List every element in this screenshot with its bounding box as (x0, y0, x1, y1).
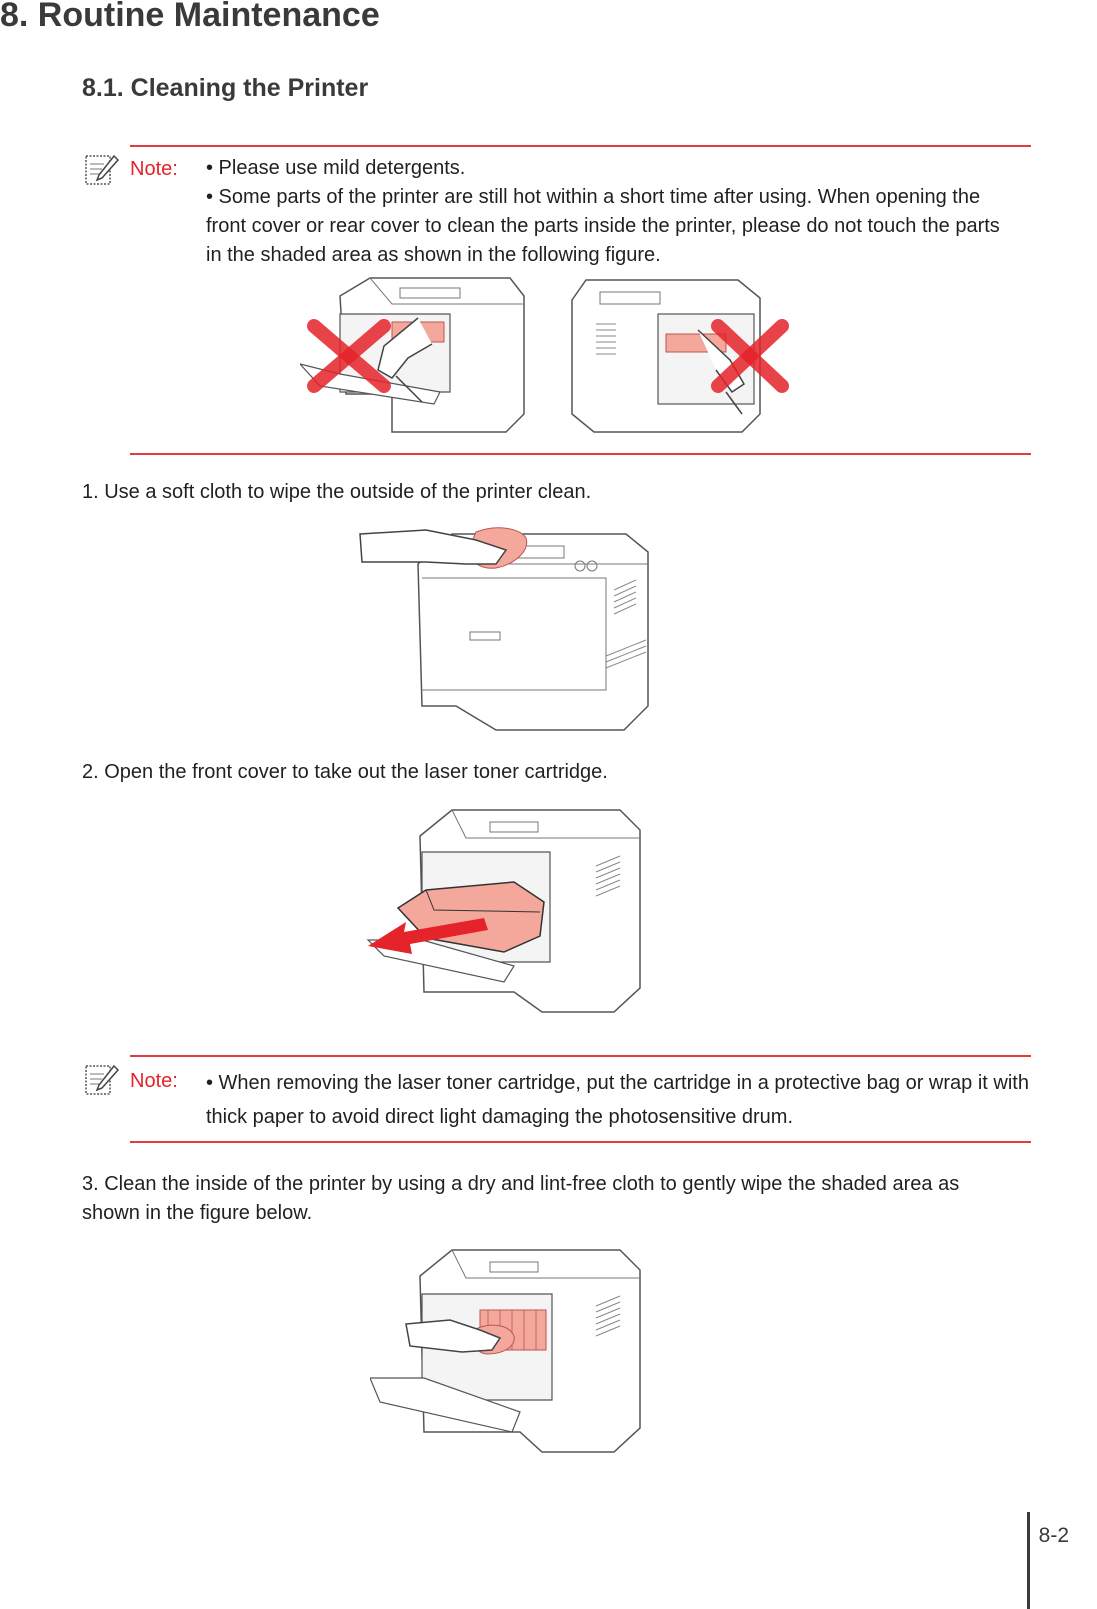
step-2-text: 2. Open the front cover to take out the laser toner cartridge. (82, 761, 608, 783)
page-number: 8-2 (1038, 1524, 1069, 1547)
printer-remove-cartridge-figure (364, 806, 660, 1016)
step-1-text: 1. Use a soft cloth to wipe the outside of the printer clean. (82, 481, 592, 503)
note-top-rule (130, 1055, 1031, 1057)
printer-rear-open-hot-figure (566, 274, 806, 436)
printer-front-open-hot-figure (300, 274, 530, 436)
note-label: Note: (130, 158, 178, 180)
note-bullet: • Some parts of the printer are still hot within a short time after using. When opening the front cover or rear cover to clean the parts inside the printer, please do not touch the parts in the shaded area as shown in the following figure. (206, 186, 1000, 266)
section-title: 8.1. Cleaning the Printer (82, 74, 369, 102)
note-bottom-rule (130, 1141, 1031, 1143)
note-text (206, 1066, 1030, 1134)
note-bullet: • Please use mild detergents. (206, 157, 466, 179)
note-pencil-icon (84, 152, 120, 188)
printer-clean-inside-figure (370, 1246, 662, 1456)
note-text (206, 154, 1016, 270)
note-pencil-icon (84, 1062, 120, 1098)
step-3-text: 3. Clean the inside of the printer by using a dry and lint-free cloth to gently wipe the shaded area as shown in the figure below. (82, 1173, 960, 1224)
page-number-bar (1027, 1512, 1030, 1609)
note-label: Note: (130, 1070, 178, 1092)
note-top-rule (130, 145, 1031, 147)
note-bullet: • When removing the laser toner cartridge, put the cartridge in a protective bag or wrap it with thick paper to avoid direct light damaging the photosensitive drum. (206, 1072, 1029, 1128)
chapter-title: 8. Routine Maintenance (0, 0, 380, 34)
note-bottom-rule (130, 453, 1031, 455)
printer-wipe-outside-figure (356, 520, 668, 736)
